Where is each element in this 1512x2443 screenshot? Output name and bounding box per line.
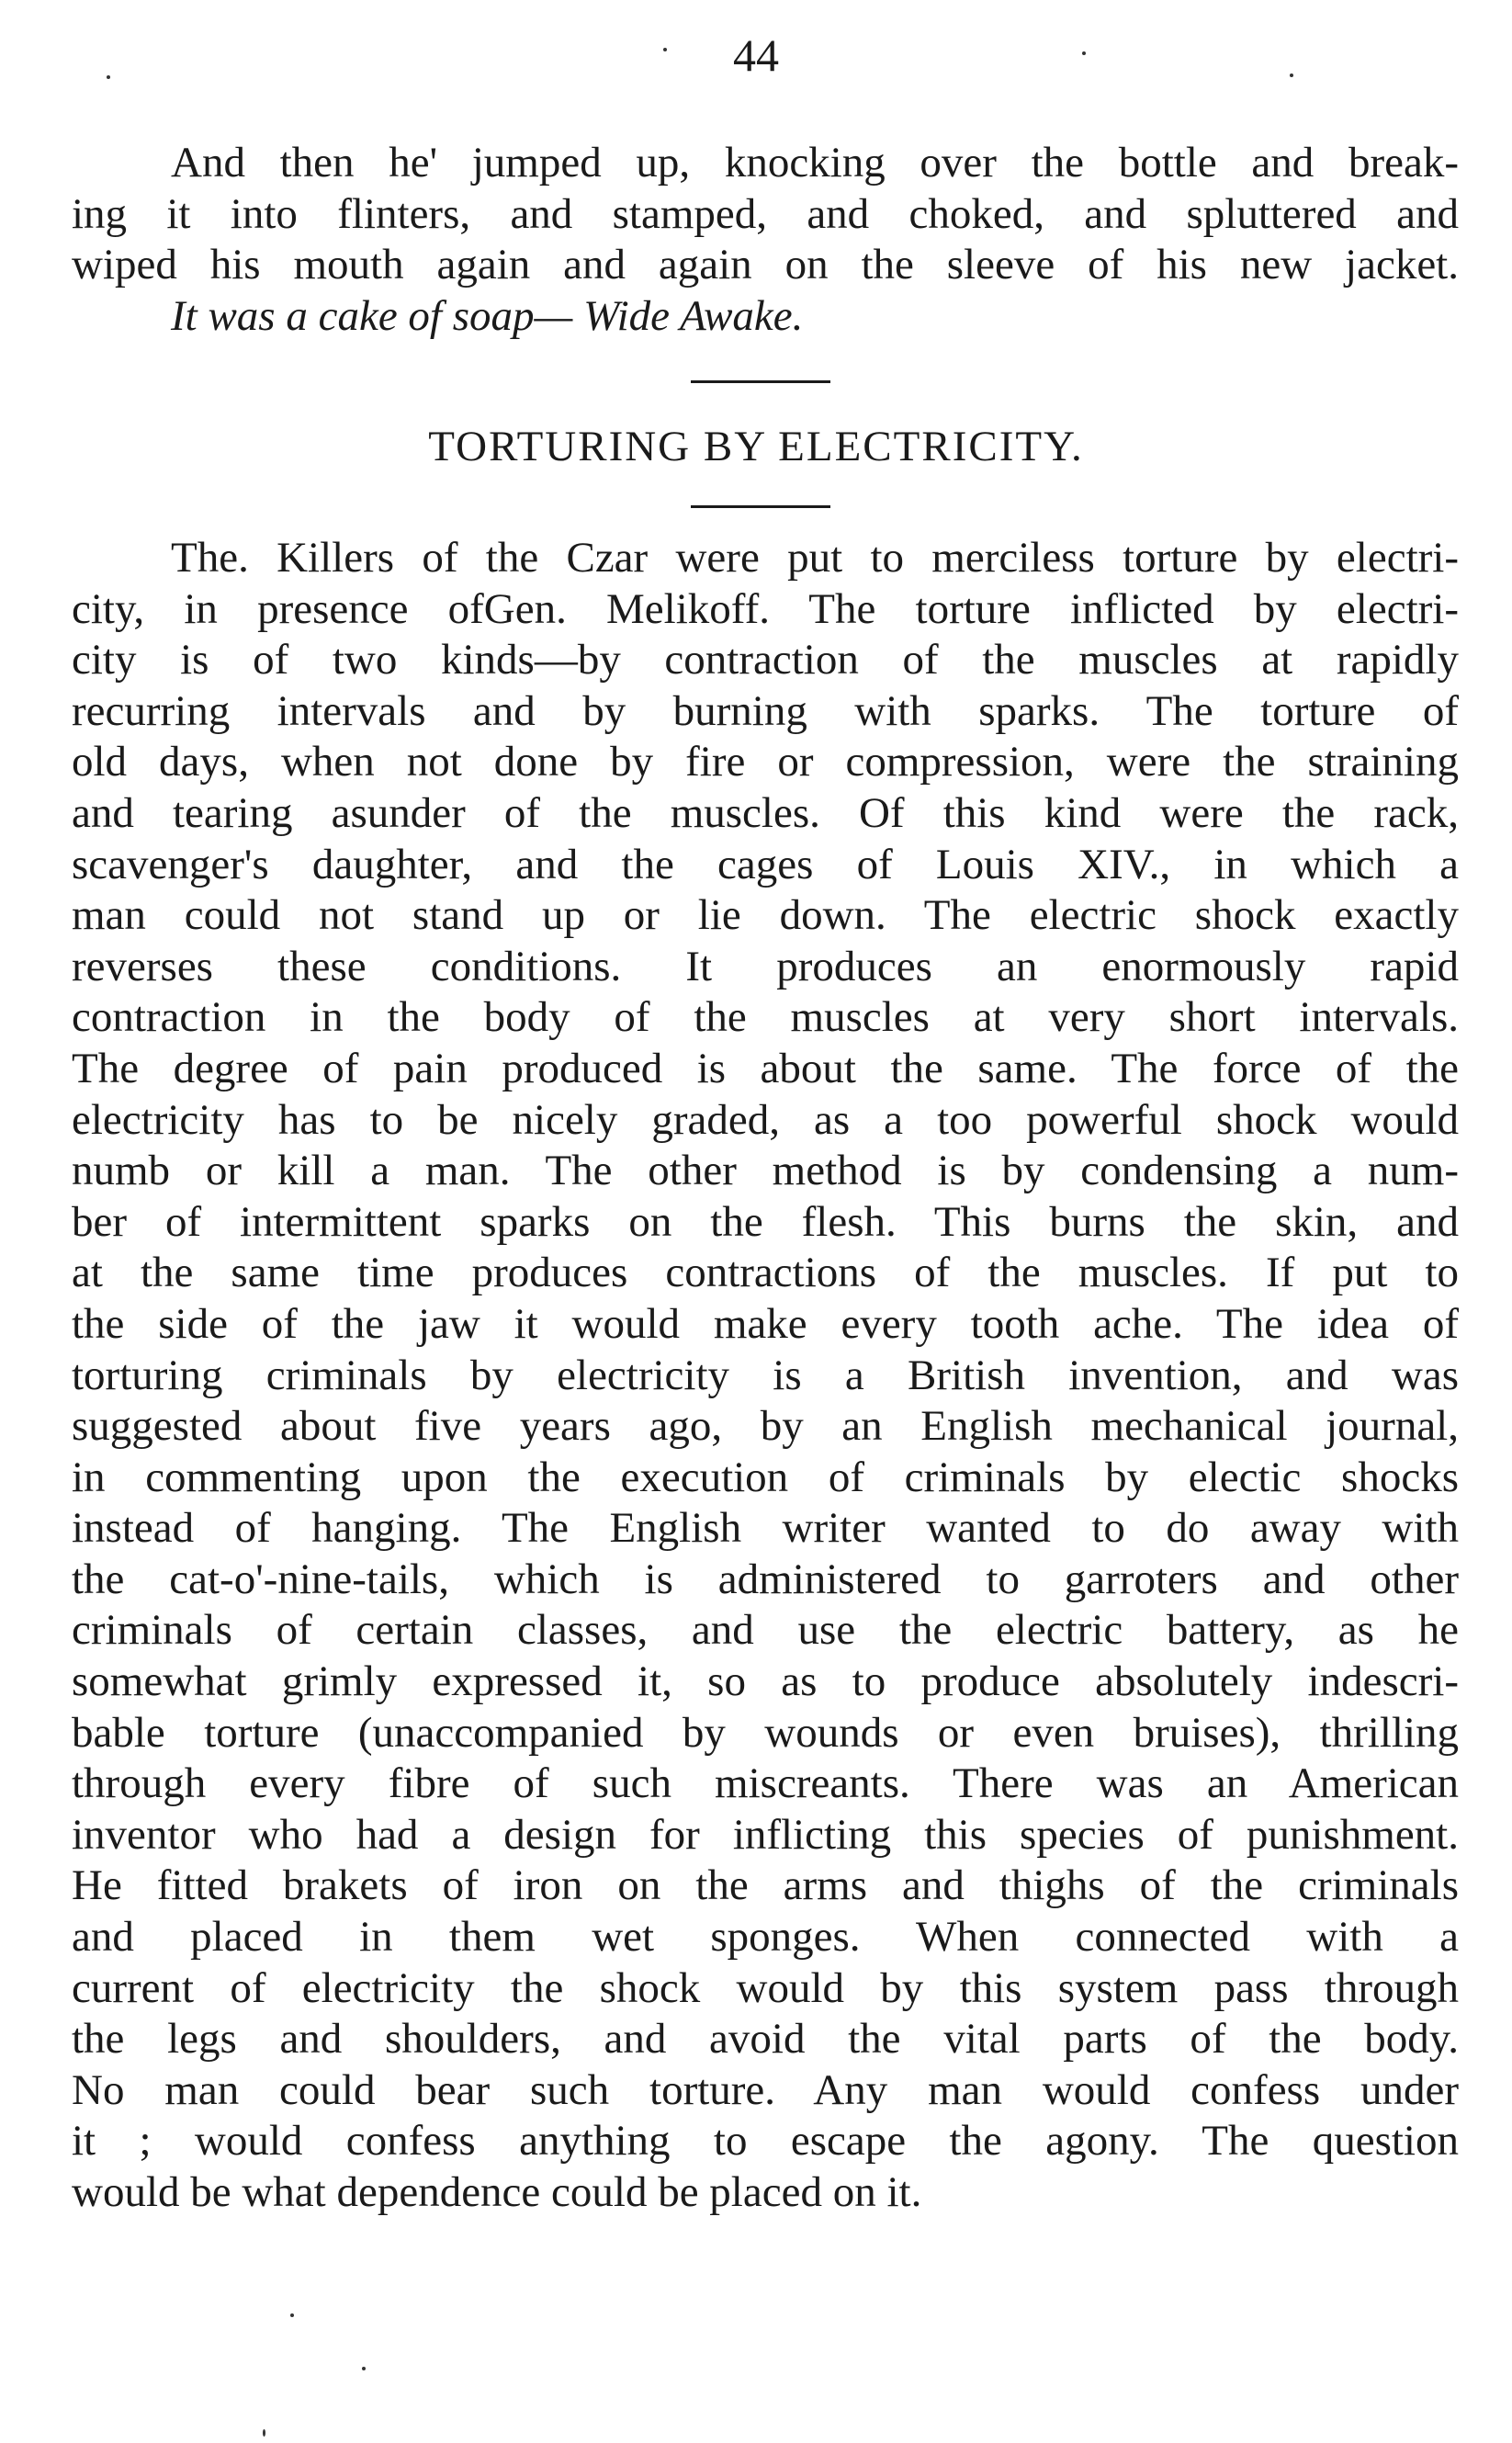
text-line: No man could bear such torture. Any man would confess under [72,2065,1459,2114]
text-line: the side of the jaw it would make every tooth ache. The idea of [72,1299,1459,1348]
text-line: ber of intermittent sparks on the flesh. This burns the skin, and [72,1197,1459,1246]
text-line: the legs and shoulders, and avoid the vital parts of the body. [72,2015,1459,2064]
article-title: TORTURING BY ELECTRICITY. [428,423,1084,470]
text-line: city is of two kinds—by contraction of the muscles at rapidly [72,636,1459,684]
print-speck [1290,74,1293,77]
print-speck [1082,51,1086,55]
intro-paragraph [72,138,1459,342]
text-line: current of electricity the shock would by this system pass through [72,1963,1459,2012]
print-speck [362,2367,366,2370]
text-line: inventor who had a design for inflicting this species of punishment. [72,1810,1459,1859]
text-line: wiped his mouth again and again on the sleeve of his new jacket. [72,241,1459,289]
text-line: would be what dependence could be placed on it. [72,2168,922,2216]
article-body [72,533,1459,2219]
text-line: it ; would confess anything to escape the agony. The question [72,2117,1459,2166]
text-line: at the same time produces contractions of the muscles. If put to [72,1249,1459,1297]
text-line: And then he' jumped up, knocking over the bottle and break- [171,139,1459,187]
text-line: reverses these conditions. It produces an enormously rapid [72,942,1459,990]
text-line: The. Killers of the Czar were put to merciless torture by electri- [171,534,1459,582]
text-line: old days, when not done by fire or compression, were the straining [72,738,1459,786]
text-line: The degree of pain produced is about the same. The force of the [72,1044,1459,1092]
text-line: man could not stand up or lie down. The electric shock exactly [72,891,1459,940]
text-line: suggested about five years ago, by an English mechanical journal, [72,1402,1459,1451]
text-line: electricity has to be nicely graded, as a too powerful shock would [72,1095,1459,1144]
text-line: instead of hanging. The English writer wanted to do away with [72,1504,1459,1553]
text-line: scavenger's daughter, and the cages of Louis XIV., in which a [72,840,1459,888]
text-line: somewhat grimly expressed it, so as to produce absolutely indescri- [72,1657,1459,1706]
text-line: recurring intervals and by burning with sparks. The torture of [72,686,1459,735]
text-line: city, in presence ofGen. Melikoff. The torture inflicted by electri- [72,584,1459,633]
print-speck [663,48,667,51]
source-credit: It was a cake of soap— Wide Awake. [171,291,804,340]
text-line: through every fibre of such miscreants. There was an American [72,1759,1459,1808]
divider-rule [691,380,830,383]
text-line: He fitted brakets of iron on the arms and thighs of the criminals [72,1861,1459,1910]
print-speck [107,75,110,79]
text-line: in commenting upon the execution of criminals by electic shocks [72,1453,1459,1501]
text-line: the cat-o'-nine-tails, which is administered to garroters and other [72,1555,1459,1603]
text-line: and placed in them wet sponges. When connected with a [72,1913,1459,1962]
text-line: contraction in the body of the muscles at very short intervals. [72,993,1459,1042]
divider-rule [691,505,830,508]
text-line: bable torture (unaccompanied by wounds or even bruises), thrilling [72,1708,1459,1757]
print-speck [263,2429,265,2437]
text-line: numb or kill a man. The other method is by condensing a num- [72,1147,1459,1195]
print-speck [290,2313,294,2317]
text-line: torturing criminals by electricity is a British invention, and was [72,1351,1459,1399]
text-line: ing it into flinters, and stamped, and choked, and spluttered and [72,189,1459,238]
text-line: criminals of certain classes, and use the electric battery, as he [72,1606,1459,1655]
page-number: 44 [733,29,779,81]
text-line: and tearing asunder of the muscles. Of this kind were the rack, [72,788,1459,837]
